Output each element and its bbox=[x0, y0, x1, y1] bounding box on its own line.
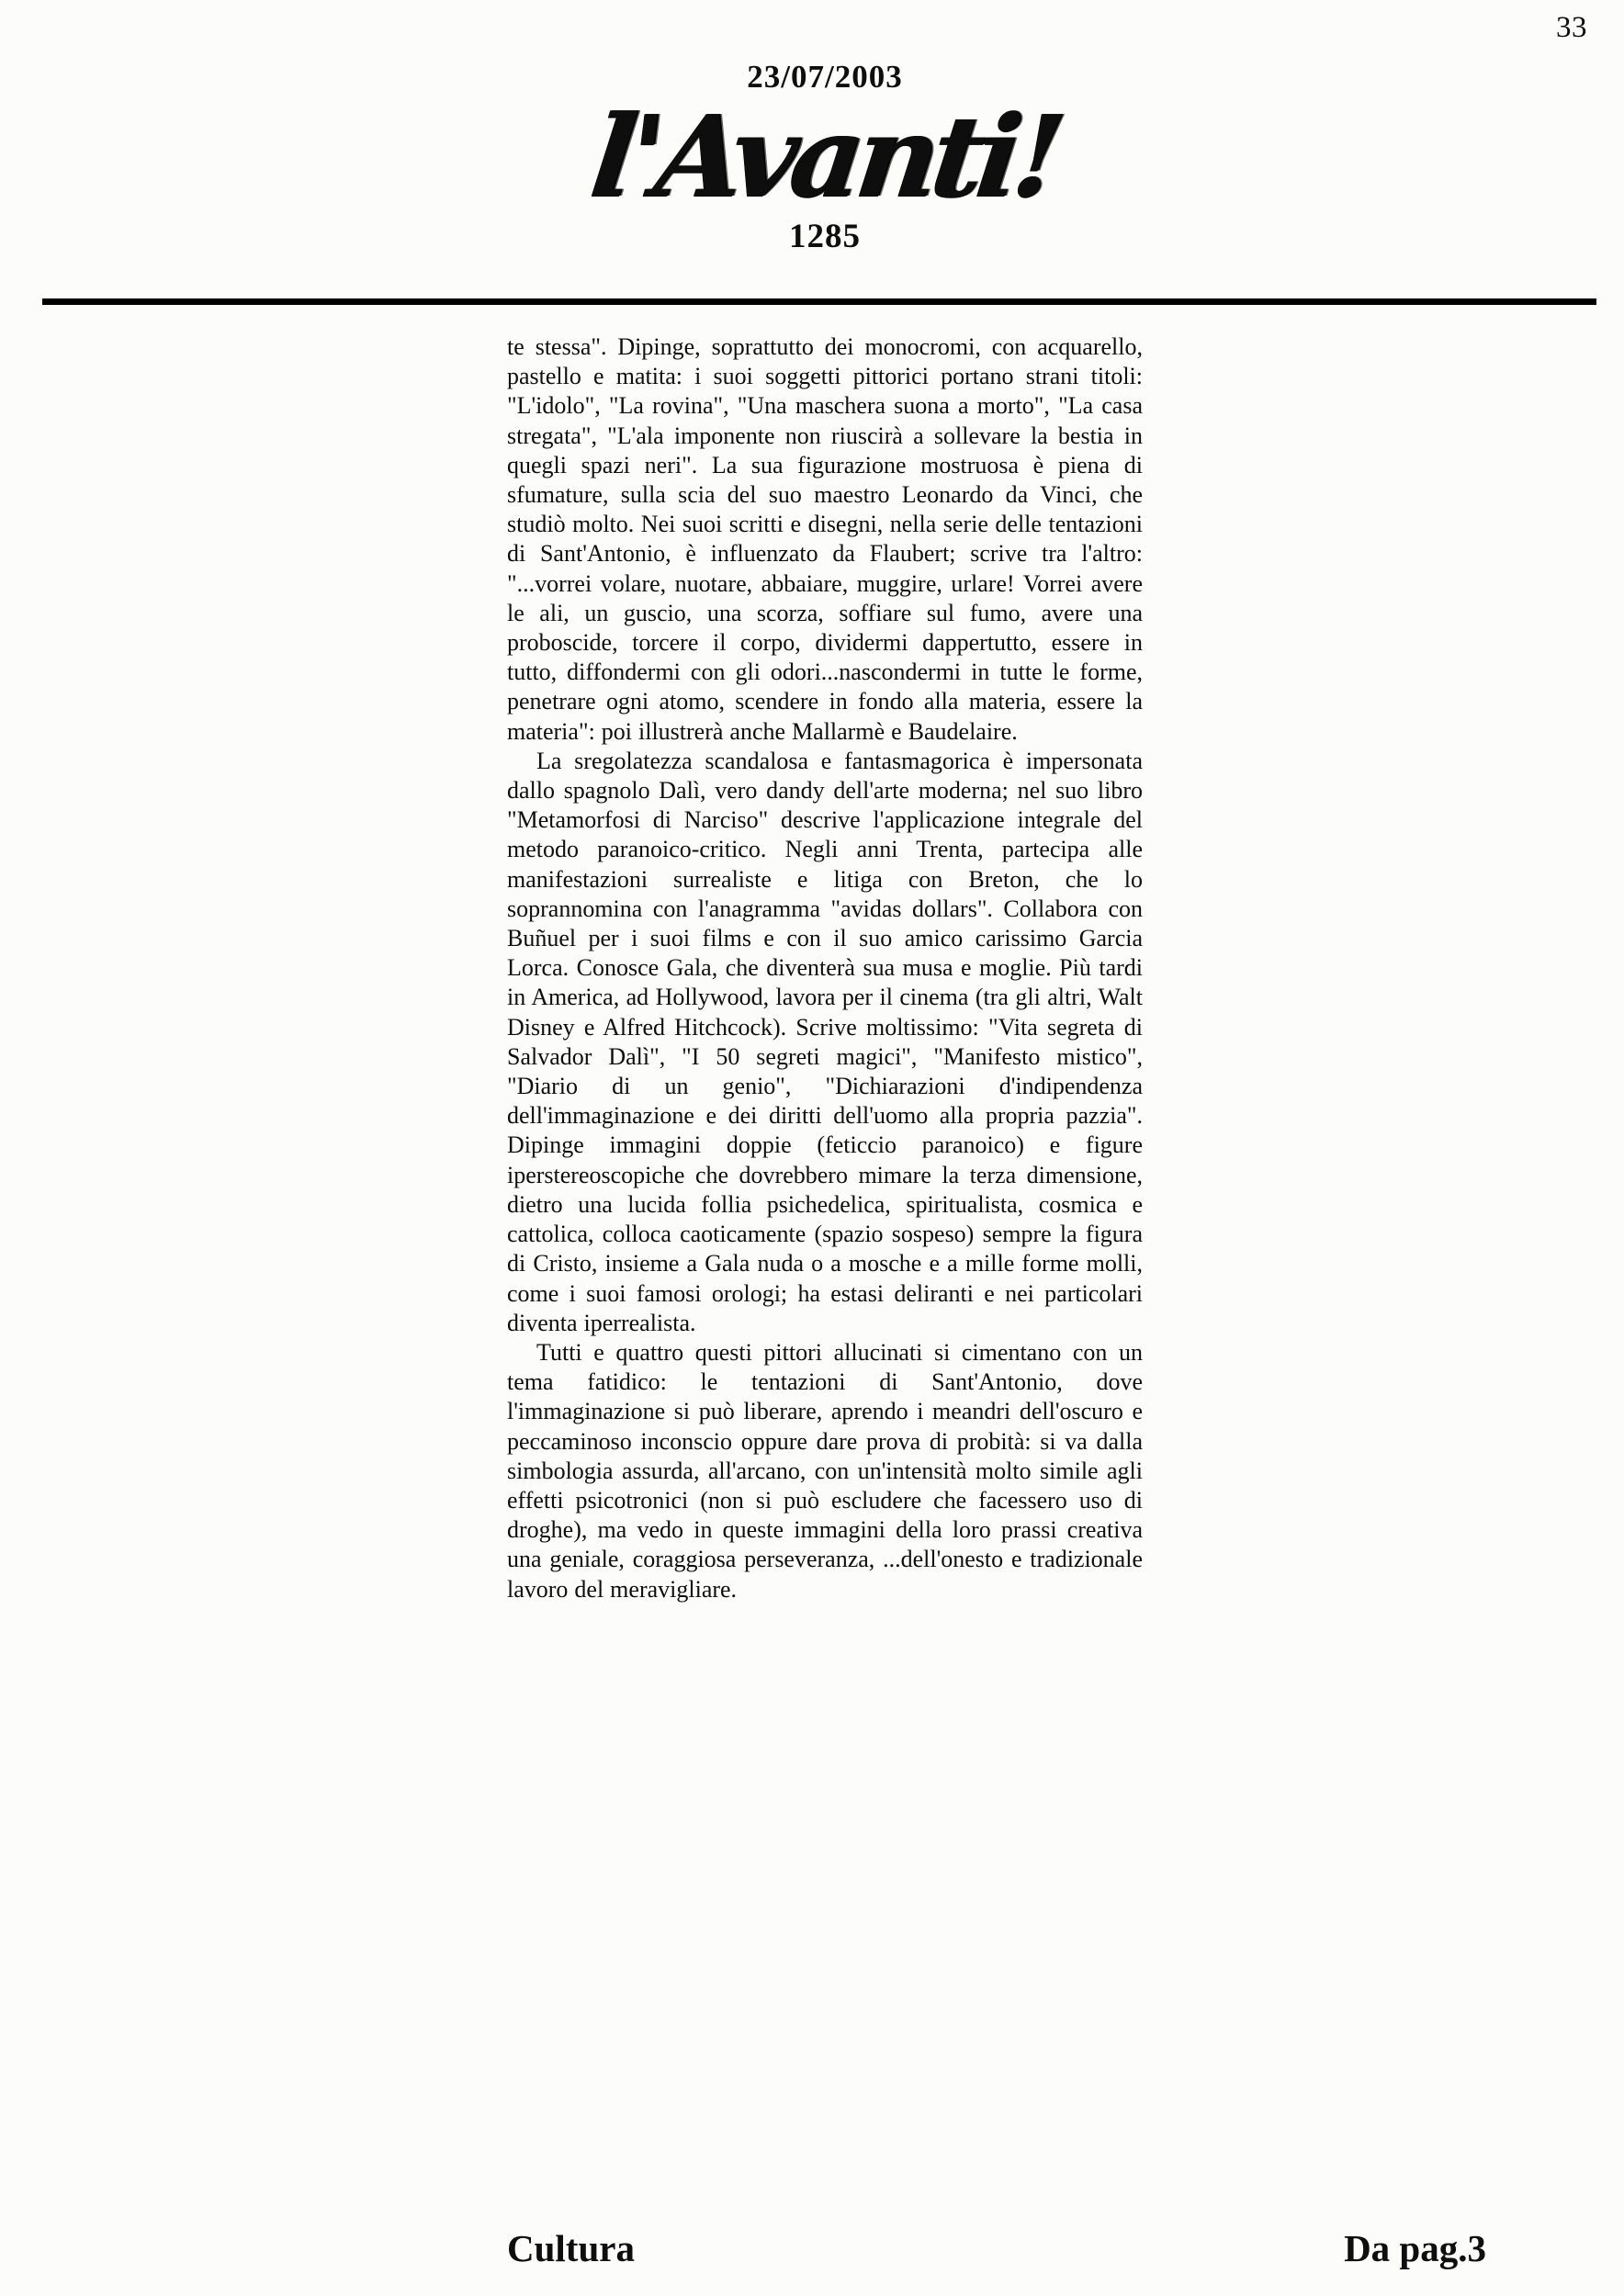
masthead-divider-rule bbox=[42, 298, 1596, 305]
masthead bbox=[507, 59, 1143, 256]
page-number: 33 bbox=[1556, 11, 1587, 44]
footer-section-label: Cultura bbox=[507, 2227, 635, 2269]
article-paragraph-1: te stessa". Dipinge, soprattutto dei monocromi, con acquarello, pastello e matita: i suoi soggetti pittorici portano strani titoli: "L'idolo", "La rovina", "Una maschera suona a morto", "La casa stregata", "L'ala imponente non riuscirà a sollevare la bestia in quegli spazi neri". La sua figurazione mostruosa è piena di sfumature, sulla scia del suo maestro Leonardo da Vinci, che studiò molto. Nei suoi scritti e disegni, nella serie delle tentazioni di Sant'Antonio, è influenzato da Flaubert; scrive tra l'altro: "...vorrei volare, nuotare, abbaiare, muggire, urlare! Vorrei avere le ali, un guscio, una scorza, soffiare sul fumo, avere una proboscide, torcere il corpo, dividermi dappertutto, essere in tutto, diffondermi con gli odori...nascondermi in tutte le forme, penetrare ogni atomo, scendere in fondo alla materia, essere la materia": poi illustrerà anche Mallarmè e Baudelaire. bbox=[507, 333, 1143, 745]
article-paragraph-2: La sregolatezza scandalosa e fantasmagorica è impersonata dallo spagnolo Dalì, vero dandy dell'arte moderna; nel suo libro "Metamorfosi di Narciso" descrive l'applicazione integrale del metodo paranoico-critico. Negli anni Trenta, partecipa alle manifestazioni surrealiste e litiga con Breton, che lo soprannomina con l'anagramma "avidas dollars". Collabora con Buñuel per i suoi films e con il suo amico carissimo Garcia Lorca. Conosce Gala, che diventerà sua musa e moglie. Più tardi in America, ad Hollywood, lavora per il cinema (tra gli altri, Walt Disney e Alfred Hitchcock). Scrive moltissimo: "Vita segreta di Salvador Dalì", "I 50 segreti magici", "Manifesto mistico", "Diario di un genio", "Dichiarazioni d'indipendenza dell'immaginazione e dei diritti dell'uomo alla propria pazzia". Dipinge immagini doppie (feticcio paranoico) e figure iperstereoscopiche che dovrebbero mimare la terza dimensione, dietro una lucida follia psichedelica, spiritualista, cosmica e cattolica, colloca caoticamente (spazio sospeso) sempre la figura di Cristo, insieme a Gala nuda o a mosche e a mille forme molli, come i suoi famosi orologi; ha estasi deliranti e nei particolari diventa iperrealista. bbox=[507, 747, 1143, 1336]
masthead-date: 23/07/2003 bbox=[747, 59, 903, 95]
article-body bbox=[507, 332, 1143, 1604]
article-paragraph-3: Tutti e quattro questi pittori allucinati si cimentano con un tema fatidico: le tentazioni di Sant'Antonio, dove l'immaginazione si può liberare, aprendo i meandri dell'oscuro e peccaminoso inconscio oppure dare prova di probità: si va dalla simbologia assurda, all'arcano, con un'intensità molto simile agli effetti psicotronici (non si può escludere che facessero uso di droghe), ma vedo in queste immagini della loro prassi creativa una geniale, coraggiosa perseveranza, ...dell'onesto e tradizionale lavoro del meravigliare. bbox=[507, 1338, 1143, 1603]
masthead-issue-number: 1285 bbox=[789, 218, 861, 256]
page-footer bbox=[507, 2226, 1486, 2270]
newspaper-logo: l'Avanti! bbox=[584, 90, 1066, 222]
footer-page-reference: Da pag.3 bbox=[1344, 2227, 1486, 2269]
